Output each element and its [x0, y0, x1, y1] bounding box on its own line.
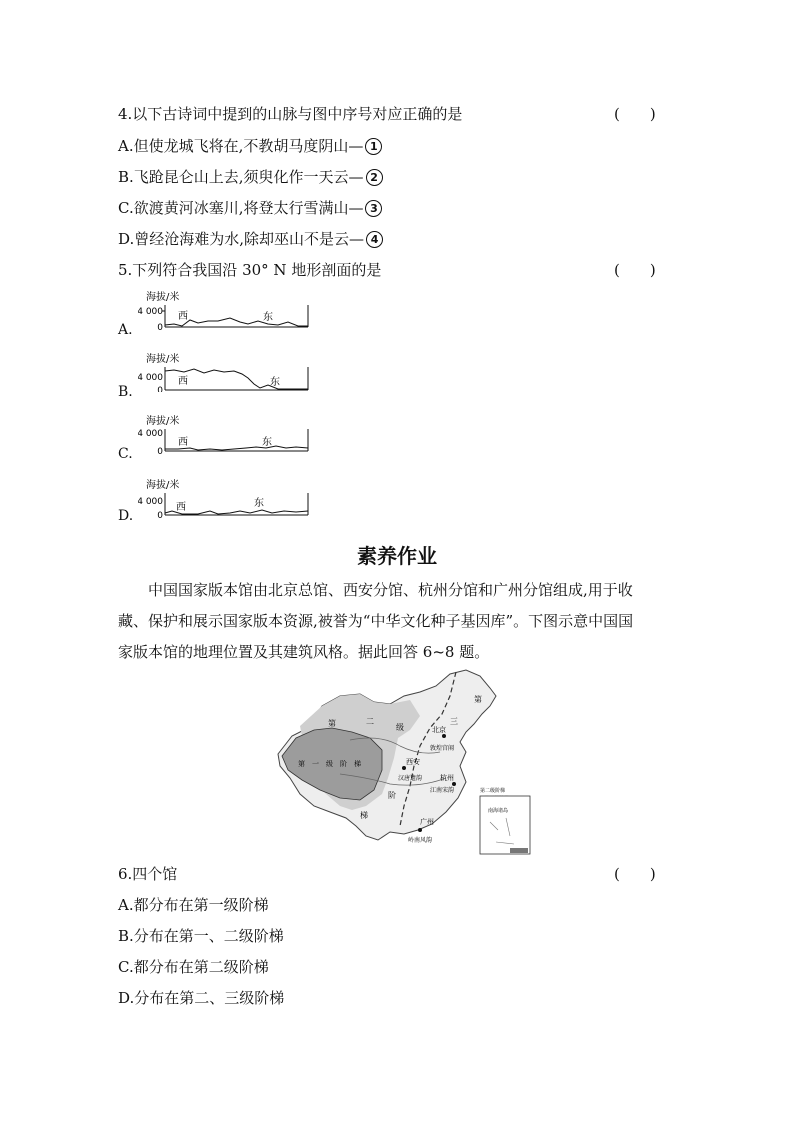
- guangzhou-label: 广州: [420, 818, 434, 826]
- q6-option-a: A.都分布在第一级阶梯: [118, 896, 269, 914]
- south-china-sea-inset: [480, 796, 530, 854]
- circled-number: 1: [365, 138, 382, 155]
- intro-line-3: 家版本馆的地理位置及其建筑风格。据此回答 6~8 题。: [118, 643, 490, 661]
- q4-option-a-text: A.但使龙城飞将在,不教胡马度阴山—: [118, 137, 364, 155]
- profile-tick-high: 4 000: [138, 429, 163, 439]
- profile-ylabel: 海拔/米: [146, 416, 180, 427]
- china-map-figure: [270, 666, 532, 856]
- circled-number: 3: [365, 200, 382, 217]
- profile-chart-c: [138, 412, 314, 454]
- inset-scale-bar: [510, 848, 528, 853]
- hangzhou-label: 杭州: [440, 774, 454, 782]
- hangzhou-marker: [452, 782, 456, 786]
- q4-answer-paren: ( ): [614, 105, 656, 123]
- q4-option-d: [118, 228, 383, 249]
- profile-chart-d: [138, 476, 314, 518]
- q6-option-d: D.分布在第二、三级阶梯: [118, 989, 285, 1007]
- step1-label: 第 一 级 阶 梯: [298, 760, 361, 768]
- profile-tick-high: 4 000: [138, 497, 163, 507]
- profile-tick-low: 0: [157, 447, 163, 454]
- q4-option-b: [118, 166, 383, 187]
- intro-line-2: 藏、保护和展示国家版本资源,被誉为“中华文化种子基因库”。下图示意中国国: [118, 612, 634, 630]
- circled-number: 4: [366, 231, 383, 248]
- q4-option-d-text: D.曾经沧海难为水,除却巫山不是云—: [118, 230, 365, 248]
- profile-tick-low: 0: [157, 386, 163, 392]
- q4-option-b-text: B.飞跄昆仑山上去,须臾化作一天云—: [118, 168, 364, 186]
- q4-option-a: [118, 135, 382, 156]
- profile-tick-low: 0: [157, 323, 163, 330]
- q4-option-c-text: C.欲渡黄河冰塞川,将登太行雪满山—: [118, 199, 364, 217]
- q4-option-c: [118, 197, 382, 218]
- q6-answer-paren: ( ): [614, 865, 656, 883]
- step3-label-di: 第: [474, 695, 482, 704]
- profile-tick-high: 4 000: [138, 307, 163, 317]
- xian-label: 西安: [406, 758, 420, 766]
- profile-chart-a: [138, 288, 314, 330]
- guangzhou-style-label: 岭南风韵: [408, 837, 433, 844]
- q4-stem: 4.以下古诗词中提到的山脉与图中序号对应正确的是: [118, 105, 463, 123]
- profile-east: 东: [270, 377, 280, 388]
- q5-stem: 5.下列符合我国沿 30° N 地形剖面的是: [118, 261, 382, 279]
- circled-number: 2: [366, 169, 383, 186]
- q6-option-c: C.都分布在第二级阶梯: [118, 958, 269, 976]
- hangzhou-style-label: 江南宋韵: [430, 787, 455, 794]
- profile-west: 西: [178, 376, 188, 387]
- profile-east: 东: [262, 437, 272, 448]
- xian-marker: [402, 766, 406, 770]
- profile-ylabel: 海拔/米: [146, 292, 180, 303]
- step2-label-er: 二: [366, 717, 374, 726]
- step2-label-ji: 级: [396, 723, 404, 732]
- inset-label: 南海诸岛: [488, 808, 509, 814]
- guangzhou-marker: [418, 828, 422, 832]
- profile-ylabel: 海拔/米: [146, 480, 180, 491]
- step2-label-jie: 阶: [388, 791, 396, 800]
- profile-west: 西: [178, 311, 188, 322]
- q6-option-b: B.分布在第一、二级阶梯: [118, 927, 284, 945]
- profile-west: 西: [176, 502, 186, 513]
- beijing-marker: [442, 734, 446, 738]
- intro-line-1: 中国国家版本馆由北京总馆、西安分馆、杭州分馆和广州分馆组成,用于收: [118, 581, 633, 599]
- legend-step2: 第二级阶梯: [480, 788, 506, 794]
- profile-tick-high: 4 000: [138, 373, 163, 383]
- profile-ylabel: 海拔/米: [146, 354, 180, 365]
- step2-label-ti: 梯: [360, 811, 368, 820]
- q5-answer-paren: ( ): [614, 261, 656, 279]
- profile-tick-low: 0: [157, 511, 163, 518]
- section-title: 素养作业: [357, 544, 437, 568]
- terrain-line: [165, 510, 308, 514]
- profile-west: 西: [178, 437, 188, 448]
- intro-paragraph: [118, 575, 676, 668]
- beijing-style-label: 敦煌宫闱: [430, 745, 455, 752]
- q5-option-b-label: B.: [118, 384, 133, 400]
- q5-option-a-label: A.: [118, 322, 133, 338]
- beijing-label: 北京: [432, 726, 446, 734]
- profile-east: 东: [254, 498, 264, 509]
- q5-option-d-label: D.: [118, 508, 134, 524]
- profile-chart-b: [138, 350, 314, 392]
- q6-stem: 6.四个馆: [118, 865, 178, 883]
- step2-label-di: 第: [328, 719, 336, 728]
- q5-option-c-label: C.: [118, 446, 133, 462]
- profile-east: 东: [263, 312, 273, 323]
- step3-label-san: 三: [450, 717, 458, 726]
- xian-style-label: 汉唐遗韵: [398, 775, 423, 782]
